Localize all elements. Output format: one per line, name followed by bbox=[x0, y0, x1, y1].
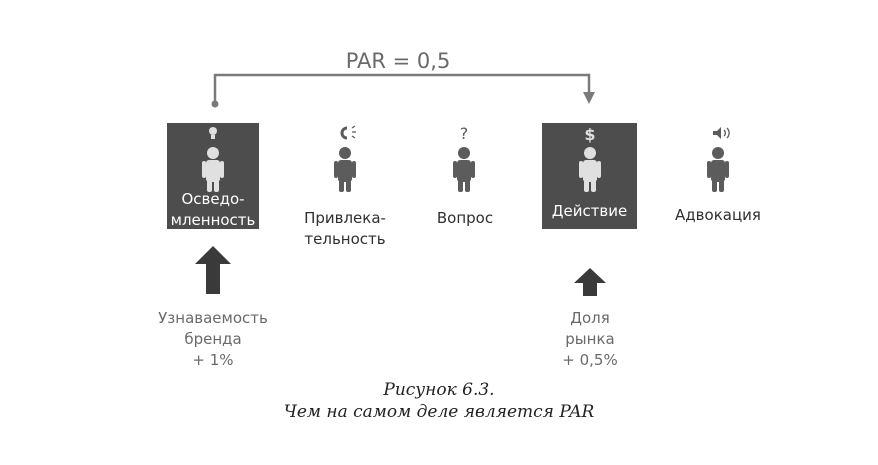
stage-label-line: мленность bbox=[170, 211, 256, 229]
metric-brand-awareness bbox=[148, 308, 278, 371]
metric-market-share bbox=[540, 308, 640, 371]
metric-line: Доля bbox=[570, 309, 610, 327]
figure-caption bbox=[239, 379, 639, 423]
stage-label-line: Привлека- bbox=[304, 209, 386, 227]
person-icon-advocacy bbox=[707, 147, 729, 192]
metric-line: + 1% bbox=[192, 351, 234, 369]
person-icon-appeal bbox=[334, 147, 356, 192]
metric-line: + 0,5% bbox=[562, 351, 618, 369]
caption-subtitle: Чем на самом деле является PAR bbox=[283, 402, 595, 422]
stage-label-line: Осведо- bbox=[181, 190, 245, 208]
metric-line: бренда bbox=[184, 330, 242, 348]
stage-label-act bbox=[542, 201, 637, 222]
stage-label-line: Адвокация bbox=[675, 206, 761, 224]
stage-label-line: Действие bbox=[551, 202, 628, 220]
connector-start-dot bbox=[212, 101, 219, 108]
par-connector bbox=[215, 75, 589, 104]
magnet-icon bbox=[342, 126, 356, 138]
dollar-icon: $ bbox=[584, 125, 596, 144]
stage-label-line: Вопрос bbox=[436, 209, 494, 227]
connector-arrowhead-icon bbox=[583, 92, 595, 104]
caption-title: Рисунок 6.3. bbox=[383, 380, 495, 400]
up-arrow-icon-awareness bbox=[195, 246, 231, 294]
megaphone-icon bbox=[713, 127, 729, 139]
up-arrow-icon-act bbox=[574, 268, 606, 296]
stage-label-advocacy bbox=[668, 205, 768, 226]
stage-label-appeal bbox=[295, 208, 395, 250]
person-icon-ask bbox=[453, 147, 475, 192]
stage-label-awareness bbox=[167, 189, 259, 231]
par-label: PAR = 0,5 bbox=[345, 49, 451, 73]
connector-line bbox=[215, 75, 589, 104]
metric-line: рынка bbox=[565, 330, 615, 348]
stage-label-ask bbox=[420, 208, 510, 229]
metric-line: Узнаваемость bbox=[158, 309, 268, 327]
question-mark-icon: ? bbox=[459, 124, 469, 143]
stage-label-line: тельность bbox=[304, 230, 386, 248]
